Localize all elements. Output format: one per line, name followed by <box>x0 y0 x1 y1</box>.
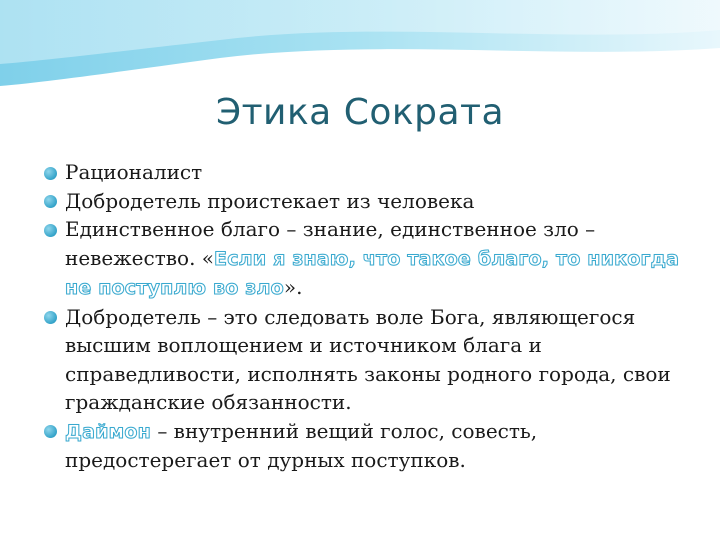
bullet-item <box>44 417 694 475</box>
bullet-dot-icon <box>44 425 57 438</box>
bullet-text: Добродетель проистекает из человека <box>65 188 475 213</box>
bullet-text: – внутренний вещий голос, совесть, предостерегает от дурных поступков. <box>65 418 538 472</box>
bullet-text: Добродетель – это следовать воле Бога, являющегося высшим воплощением и источником блага и справедливости, исполнять законы родного города, свои гражданские обязанности. <box>65 304 671 414</box>
bullet-text-end: ». <box>283 275 303 299</box>
bullet-text: Единственное благо – знание, единственное зло – невежество. « <box>65 217 596 270</box>
slide-title: Этика Сократа <box>215 92 505 133</box>
bullet-dot-icon <box>44 311 57 324</box>
bullet-item <box>44 158 694 187</box>
bullet-dot-icon <box>44 195 57 208</box>
quote-highlight: Если я знаю, что такое благо, то никогда не поступлю во зло <box>65 247 680 299</box>
bullet-dot-icon <box>44 167 57 180</box>
bullet-item <box>44 215 694 303</box>
bullet-item <box>44 303 694 417</box>
bullet-text: Рационалист <box>65 160 203 184</box>
bullet-dot-icon <box>44 224 57 237</box>
bullet-list <box>44 158 694 475</box>
daimon-highlight: Даймон <box>65 420 151 443</box>
bullet-item <box>44 187 694 216</box>
header-wave-decoration <box>0 0 720 90</box>
